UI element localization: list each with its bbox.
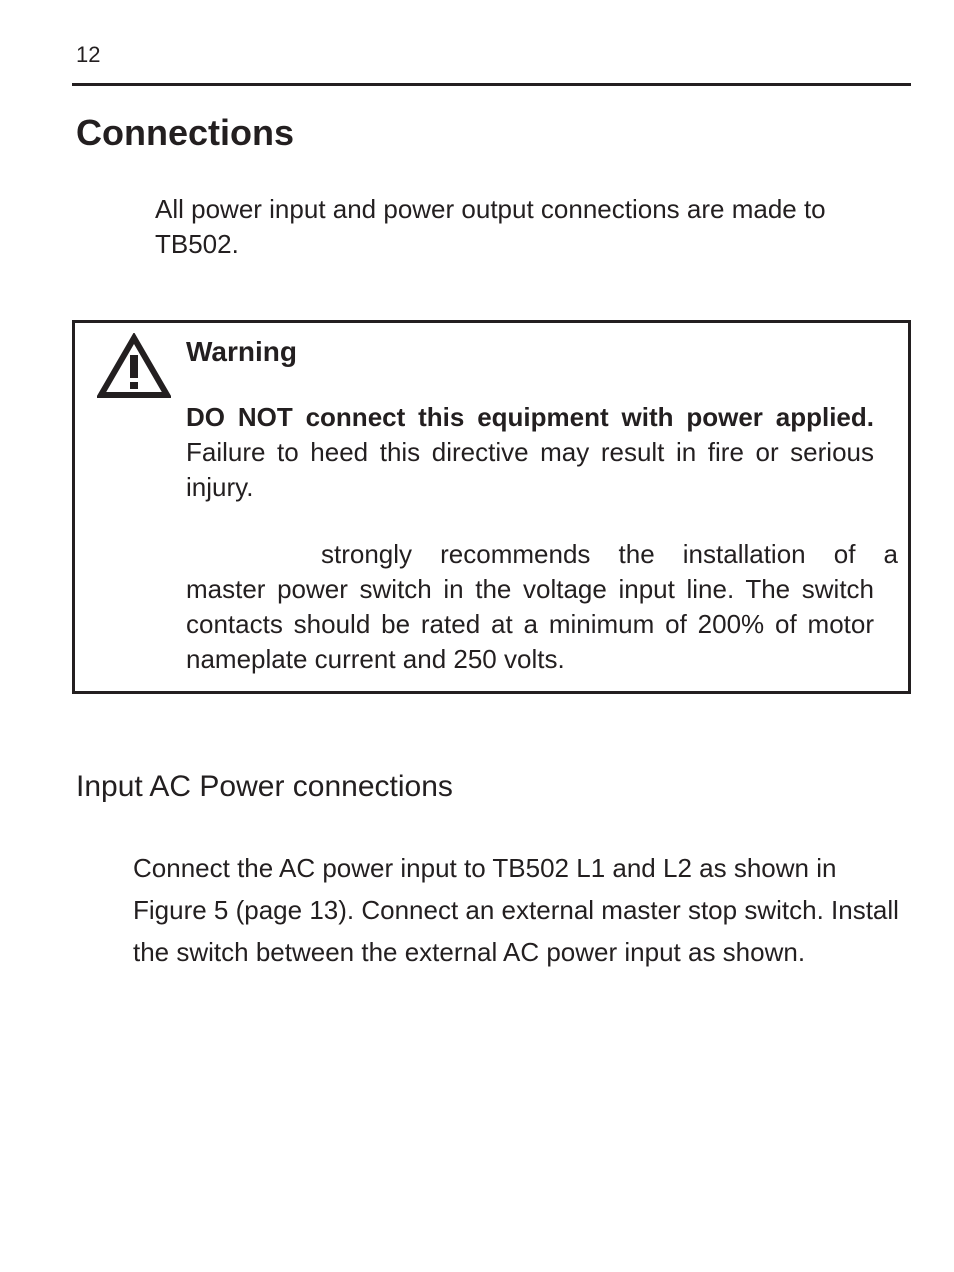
section-title: Connections bbox=[76, 112, 295, 153]
warning-triangle-icon bbox=[97, 333, 171, 399]
body-paragraph: Connect the AC power input to TB502 L1 and L2 as shown in Figure 5 (page 13). Connect an external master stop switch. Install the switch between the external AC power input as shown. bbox=[133, 853, 899, 967]
warning-bold-lead: DO NOT connect this equipment with power applied. bbox=[186, 402, 874, 432]
header-rule bbox=[72, 83, 911, 86]
warning-paragraph bbox=[186, 400, 874, 505]
warning-text: Failure to heed this directive may result in fire or serious injury. bbox=[186, 437, 874, 502]
warning-box bbox=[72, 320, 911, 694]
recommendation-text: master power switch in the voltage input line. The switch contacts should be rated at a minimum of 200% of motor nameplate current and 250 volts. bbox=[186, 574, 874, 674]
page-number: 12 bbox=[76, 42, 101, 67]
recommendation-paragraph bbox=[186, 537, 898, 677]
recommendation-line-1: strongly recommends the installation of a bbox=[321, 539, 898, 569]
subsection-title: Input AC Power connections bbox=[76, 770, 453, 803]
intro-paragraph: All power input and power output connections are made to TB502. bbox=[155, 194, 826, 259]
warning-heading: Warning bbox=[186, 336, 297, 367]
